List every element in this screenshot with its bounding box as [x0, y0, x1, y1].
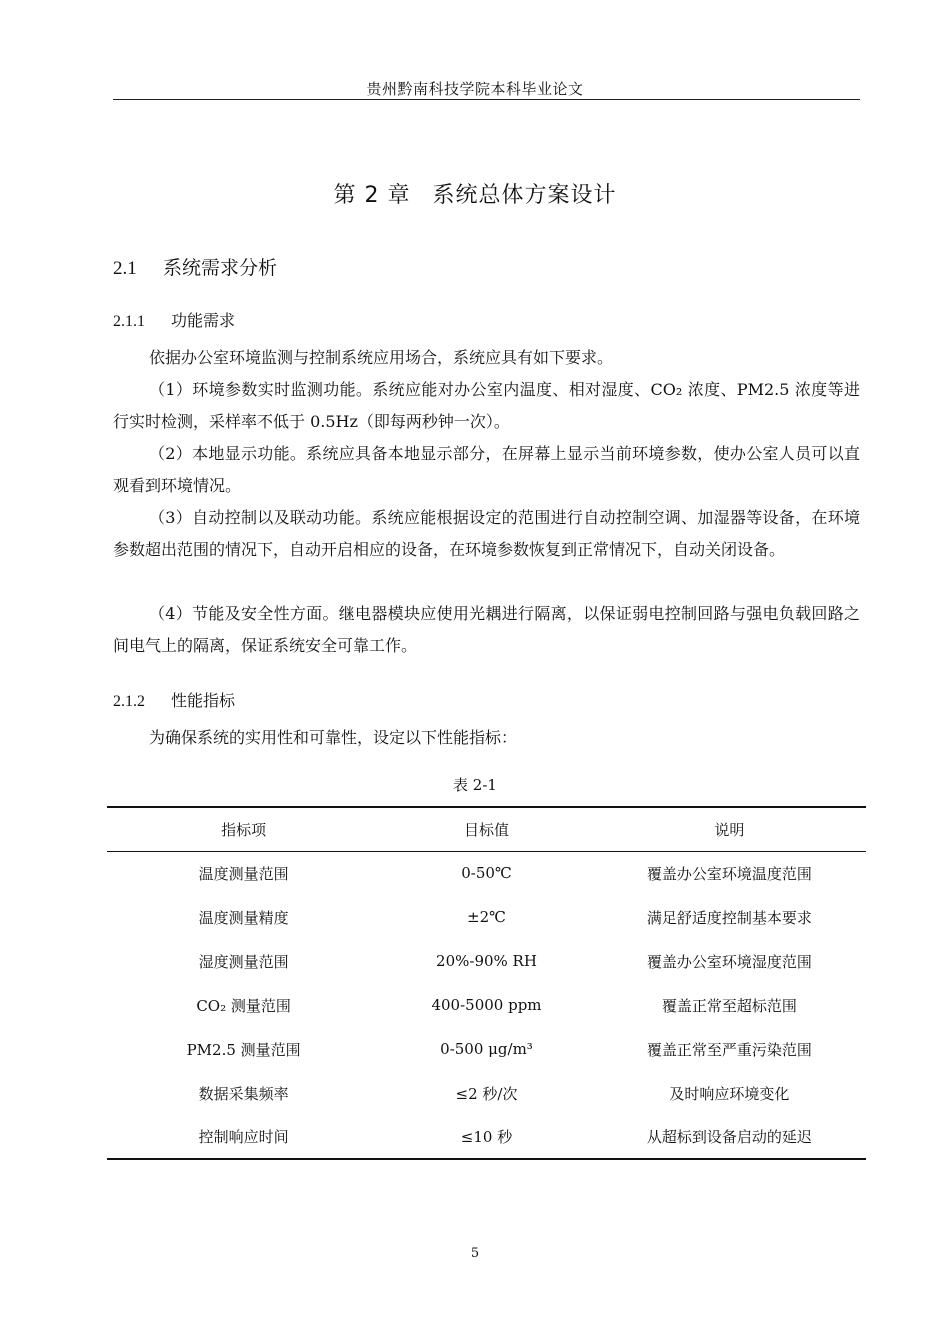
section-title: 系统需求分析 [163, 257, 278, 279]
chapter-number: 第 2 章 [333, 183, 411, 208]
paragraph-item-4: （4）节能及安全性方面。继电器模块应使用光耦进行隔离，以保证弱电控制回路与强电负载回路之间电气上的隔离，保证系统安全可靠工作。 [113, 604, 860, 655]
column-header: 指标项 [107, 807, 380, 851]
page-number: 5 [470, 1246, 480, 1261]
table-cell: 控制响应时间 [107, 1115, 380, 1159]
table-row [107, 1115, 866, 1159]
column-header: 说明 [593, 807, 866, 851]
paragraph-intro: 依据办公室环境监测与控制系统应用场合，系统应具有如下要求。 [149, 348, 614, 367]
table-cell: 400-5000 ppm [431, 996, 542, 1014]
table-cell: 覆盖正常至超标范围 [661, 996, 797, 1015]
section-heading [113, 253, 277, 280]
table-row [107, 851, 866, 895]
table-cell: CO₂ 测量范围 [196, 996, 291, 1015]
table-cell: 0-500 μg/m³ [440, 1040, 533, 1058]
table-cell: ≤10 秒 [380, 1115, 593, 1159]
paragraph-item-3: （3）自动控制以及联动功能。系统应能根据设定的范围进行自动控制空调、加湿器等设备，在环境参数超出范围的情况下，自动开启相应的设备，在环境参数恢复到正常情况下，自动关闭设备。 [113, 508, 860, 559]
table-row [107, 1071, 866, 1115]
table-row [107, 895, 866, 939]
subsection-number: 2.1.2 [113, 693, 145, 710]
table-cell: 覆盖办公室环境湿度范围 [646, 952, 812, 971]
subsection-title: 功能需求 [171, 311, 236, 330]
table-cell: 温度测量精度 [198, 908, 289, 927]
table-row [107, 983, 866, 1027]
table-caption: 表 2-1 [453, 776, 497, 794]
chapter-name: 系统总体方案设计 [432, 183, 617, 208]
chapter-title [0, 178, 950, 209]
header-divider [113, 99, 860, 100]
table-cell: 20%-90% RH [436, 952, 537, 970]
table-cell: 温度测量范围 [198, 864, 289, 883]
table-cell: ≤2 秒/次 [455, 1084, 518, 1103]
table-cell: 从超标到设备启动的延迟 [593, 1115, 866, 1159]
table-cell: 覆盖办公室环境温度范围 [646, 864, 812, 883]
running-header: 贵州黔南科技学院本科毕业论文 [366, 80, 584, 98]
subsection-title: 性能指标 [171, 691, 236, 710]
table-cell: ±2℃ [467, 908, 506, 926]
table-row [107, 1027, 866, 1071]
subsection-heading-functional [113, 308, 235, 331]
table-cell: PM2.5 测量范围 [186, 1040, 301, 1059]
subsection-number: 2.1.1 [113, 313, 145, 330]
table-header-row [107, 807, 866, 851]
table-row [107, 939, 866, 983]
column-header: 目标值 [380, 807, 593, 851]
paragraph-performance-intro: 为确保系统的实用性和可靠性，设定以下性能指标： [149, 728, 518, 747]
table-cell: 覆盖正常至严重污染范围 [646, 1040, 812, 1059]
performance-table [107, 806, 866, 1160]
table-cell: 数据采集频率 [198, 1084, 289, 1103]
section-number: 2.1 [113, 258, 137, 279]
paragraph-item-2: （2）本地显示功能。系统应具备本地显示部分，在屏幕上显示当前环境参数，使办公室人员可以直观看到环境情况。 [113, 444, 860, 495]
table-cell: 湿度测量范围 [198, 952, 289, 971]
paragraph-item-1: （1）环境参数实时监测功能。系统应能对办公室内温度、相对湿度、CO₂ 浓度、PM2.5 浓度等进行实时检测，采样率不低于 0.5Hz（即每两秒钟一次）。 [113, 380, 860, 431]
table-cell: 满足舒适度控制基本要求 [646, 908, 812, 927]
table-cell: 0-50℃ [461, 864, 512, 883]
table-cell: 及时响应环境变化 [669, 1084, 790, 1103]
subsection-heading-performance [113, 688, 235, 711]
